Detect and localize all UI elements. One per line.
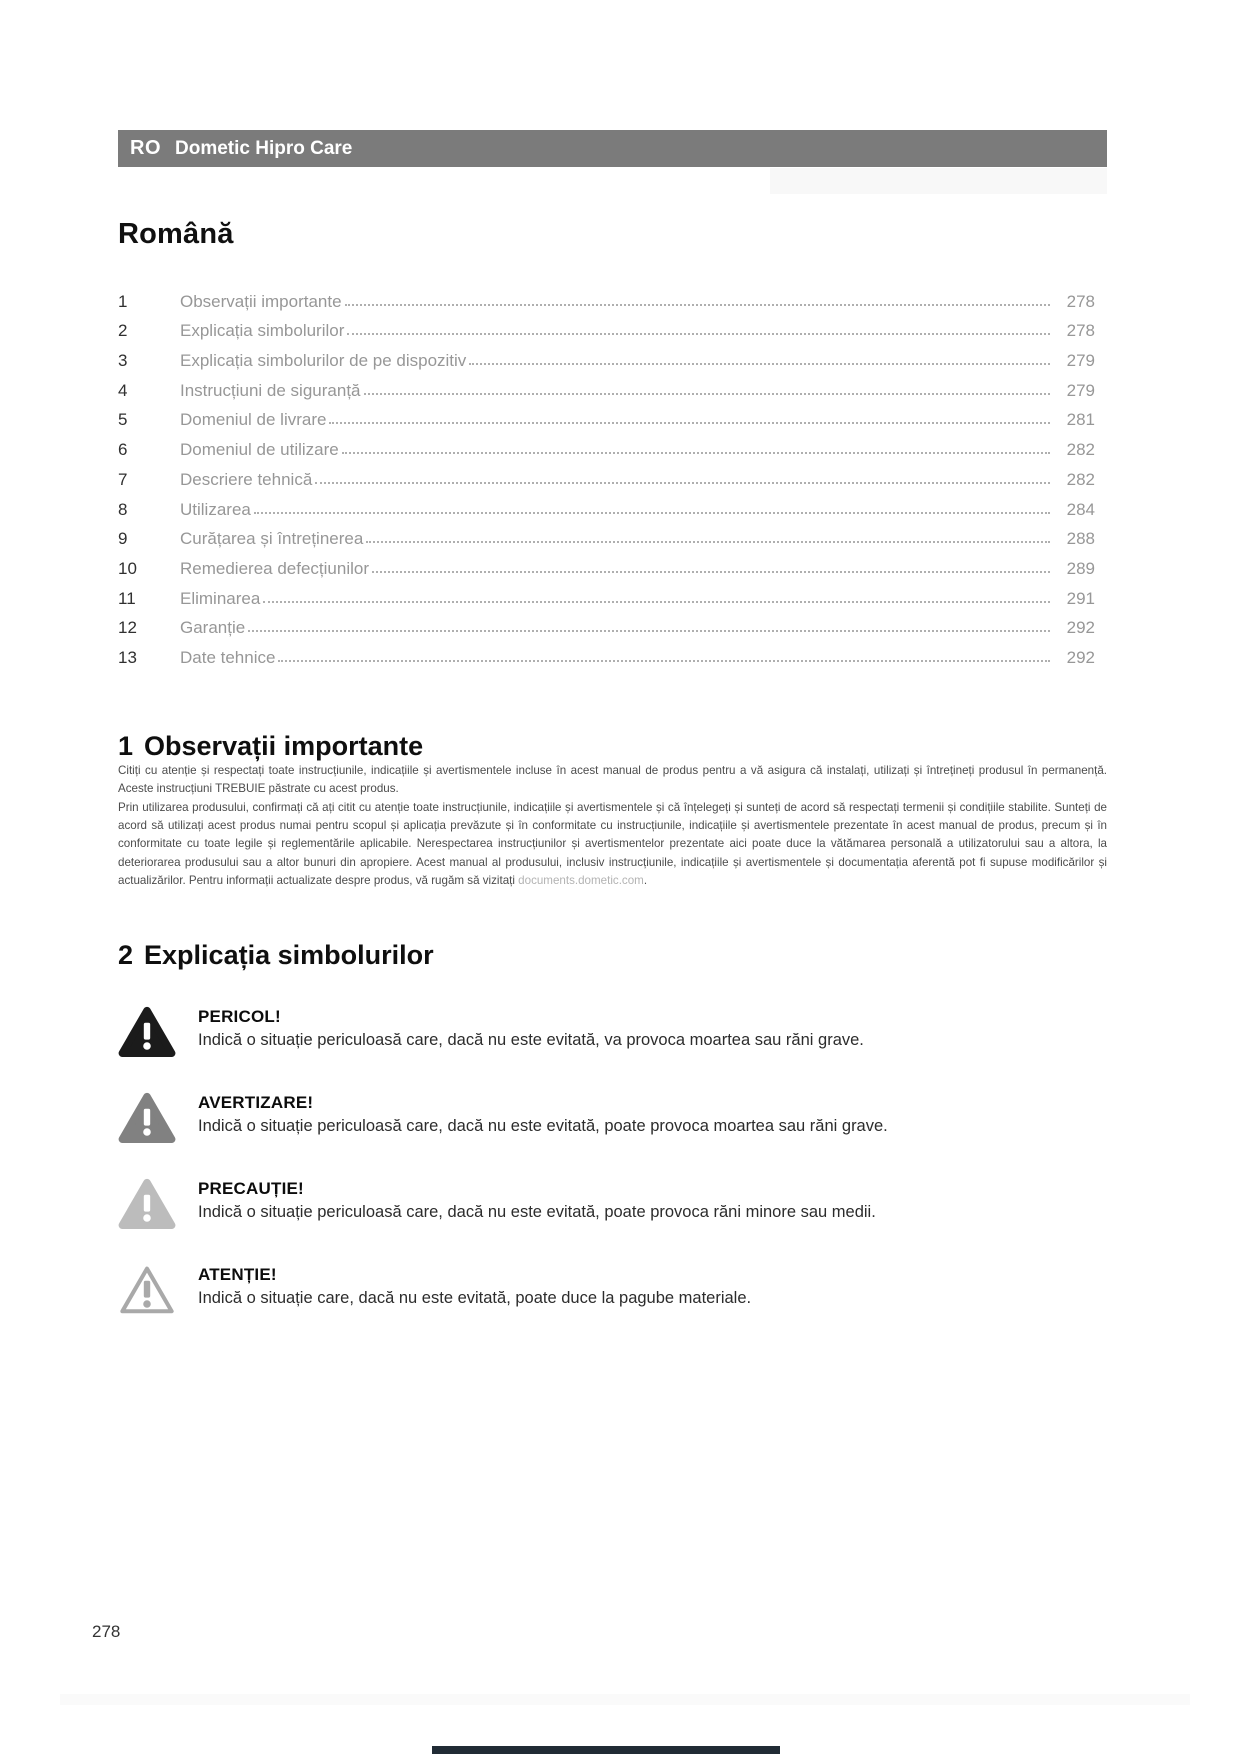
warning-title: PRECAUȚIE!: [198, 1179, 304, 1199]
toc-entry-page: 279: [1066, 380, 1095, 400]
table-of-contents: [118, 283, 1107, 669]
toc-entry[interactable]: [118, 431, 1107, 461]
toc-dotted-leader: [372, 571, 1050, 573]
danger-triangle-icon: [118, 1005, 176, 1058]
toc-entry-page: 291: [1066, 588, 1095, 608]
toc-entry-label[interactable]: Domeniul de utilizare: [180, 440, 339, 460]
toc-dotted-leader: [315, 482, 1050, 484]
toc-entry-number: 10: [118, 558, 137, 578]
page-title: Română: [118, 218, 234, 250]
section-heading-explicatia: [118, 940, 1107, 971]
warning-title: PERICOL!: [198, 1007, 281, 1027]
warning-text: [198, 1263, 751, 1308]
header-bar: [118, 130, 1107, 167]
toc-entry[interactable]: [118, 461, 1107, 491]
documents-link[interactable]: documents.dometic.com: [518, 873, 644, 887]
toc-entry-number: 8: [118, 499, 128, 519]
toc-entry-number: 7: [118, 469, 128, 489]
scan-artifact: [770, 168, 1107, 194]
warning-text: [198, 1005, 864, 1050]
terms-paragraph: [118, 799, 1107, 891]
toc-dotted-leader: [345, 304, 1050, 306]
language-code-badge: RO: [130, 137, 161, 159]
toc-entry[interactable]: [118, 521, 1107, 551]
toc-dotted-leader: [254, 512, 1050, 514]
warning-title: ATENȚIE!: [198, 1265, 277, 1285]
toc-dotted-leader: [248, 630, 1050, 632]
toc-entry-number: 3: [118, 351, 128, 371]
toc-entry-label[interactable]: Instrucțiuni de siguranță: [180, 380, 361, 400]
scan-artifact-strip: [60, 1694, 1190, 1705]
toc-entry-label[interactable]: Garanție: [180, 618, 246, 638]
toc-entry-page: 288: [1066, 529, 1095, 549]
toc-entry-page: 282: [1066, 440, 1095, 460]
terms-text: Prin utilizarea produsului, confirmați că ați citit cu atenție toate instrucțiunile, indicațiile și avertismentele și că înțelegeți și sunteți de acord să respectați termenii și condițiile stabilite. Sunteți de acord să utilizați acest produs numai pentru scopul și aplicația prevăzute și în conformitate cu instrucțiunile, indicațiile și avertismentele prezentate în acest manual de produs, precum și în conformitate cu toate legile și reglementările aplicabile. Nerespectarea instrucțiunilor și avertismentelor prezentate aici poate duce la vătămarea personală a utilizatorului sau a altora, la deteriorarea produsului sau a altor bunuri din apropiere. Acest manual al produsului, inclusiv instrucțiunile, indicațiile și avertismentele și documentația aferentă pot fi supuse modificărilor și actualizărilor. Pentru informații actualizate despre produs, vă rugăm să vizitați: [118, 800, 1107, 887]
toc-entry-page: 292: [1066, 618, 1095, 638]
warning-description: Indică o situație periculoasă care, dacă nu este evitată, va provoca moartea sau răni grave.: [198, 1031, 864, 1050]
toc-entry-label[interactable]: Date tehnice: [180, 647, 276, 667]
toc-entry-number: 2: [118, 321, 128, 341]
section-explicatia-simbolurilor: [118, 940, 1107, 1318]
toc-dotted-leader: [364, 393, 1051, 395]
toc-entry-page: 284: [1066, 499, 1095, 519]
warning-description: Indică o situație periculoasă care, dacă nu este evitată, poate provoca moartea sau răni grave.: [198, 1117, 888, 1136]
toc-entry-number: 13: [118, 647, 137, 667]
toc-entry-label[interactable]: Explicația simbolurilor: [180, 321, 345, 341]
toc-entry[interactable]: [118, 580, 1107, 610]
toc-entry[interactable]: [118, 639, 1107, 669]
warning-triangle-icon: [118, 1091, 176, 1144]
toc-entry[interactable]: [118, 313, 1107, 343]
toc-entry-number: 5: [118, 410, 128, 430]
toc-dotted-leader: [278, 660, 1050, 662]
warning-block: [118, 1091, 1107, 1146]
section-title: Observații importante: [144, 730, 424, 761]
terms-text-end: .: [643, 873, 648, 887]
toc-entry[interactable]: [118, 372, 1107, 402]
warning-text: [198, 1177, 876, 1222]
toc-entry-number: 6: [118, 440, 128, 460]
toc-entry[interactable]: [118, 402, 1107, 432]
toc-dotted-leader: [329, 422, 1050, 424]
toc-entry[interactable]: [118, 550, 1107, 580]
page-number: 278: [92, 1622, 121, 1641]
notice-triangle-icon: [118, 1263, 176, 1316]
toc-dotted-leader: [469, 363, 1050, 365]
warning-block: [118, 1005, 1107, 1060]
warning-text: [198, 1091, 888, 1136]
page-content: [118, 218, 1107, 1349]
toc-entry-page: 278: [1066, 291, 1095, 311]
toc-entry-page: 289: [1066, 558, 1095, 578]
section-number: 2: [118, 940, 134, 971]
section-heading-observatii: [118, 731, 1107, 762]
toc-entry[interactable]: [118, 342, 1107, 372]
toc-dotted-leader: [366, 541, 1050, 543]
section-number: 1: [118, 730, 134, 761]
toc-entry-number: 12: [118, 618, 137, 638]
toc-entry-page: 281: [1066, 410, 1095, 430]
toc-entry[interactable]: [118, 283, 1107, 313]
toc-dotted-leader: [347, 333, 1050, 335]
toc-dotted-leader: [263, 601, 1050, 603]
toc-entry-label[interactable]: Curățarea și întreținerea: [180, 529, 364, 549]
warning-description: Indică o situație care, dacă nu este evitată, poate duce la pagube materiale.: [198, 1289, 752, 1308]
toc-entry-page: 292: [1066, 647, 1095, 667]
toc-entry[interactable]: [118, 610, 1107, 640]
warning-block: [118, 1263, 1107, 1318]
toc-entry[interactable]: [118, 491, 1107, 521]
toc-entry-label[interactable]: Explicația simbolurilor de pe dispozitiv: [180, 351, 467, 371]
toc-entry-number: 4: [118, 380, 128, 400]
toc-entry-label[interactable]: Descriere tehnică: [180, 469, 313, 489]
toc-entry-page: 278: [1066, 321, 1095, 341]
toc-entry-number: 11: [118, 588, 136, 608]
header-title: Dometic Hipro Care: [175, 137, 353, 159]
toc-entry-page: 282: [1066, 469, 1095, 489]
intro-paragraph: Citiți cu atenție și respectați toate instrucțiunile, indicațiile și avertismentele incluse în acest manual de produs pentru a vă asigura că instalați, utilizați și întrețineți produsul în permanență. Aceste instrucțiuni TREBUIE păstrate cu acest produs.: [118, 763, 1107, 796]
warning-description: Indică o situație periculoasă care, dacă nu este evitată, poate provoca răni minore sau medii.: [198, 1203, 876, 1222]
toc-entry-label[interactable]: Eliminarea: [180, 588, 261, 608]
toc-entry-label[interactable]: Domeniul de livrare: [180, 410, 327, 430]
toc-entry-number: 1: [118, 291, 128, 311]
toc-entry-page: 279: [1066, 351, 1095, 371]
toc-entry-label[interactable]: Observații importante: [180, 291, 342, 311]
toc-entry-label[interactable]: Utilizarea: [180, 499, 251, 519]
section-observatii-importante: [118, 731, 1107, 890]
next-page-edge: [432, 1746, 780, 1754]
section-title: Explicația simbolurilor: [144, 940, 434, 971]
warning-title: AVERTIZARE!: [198, 1093, 314, 1113]
caution-triangle-icon: [118, 1177, 176, 1230]
toc-entry-label[interactable]: Remedierea defecțiunilor: [180, 558, 369, 578]
warning-block: [118, 1177, 1107, 1232]
toc-entry-number: 9: [118, 529, 128, 549]
warning-list: [118, 1005, 1107, 1318]
toc-dotted-leader: [342, 452, 1050, 454]
